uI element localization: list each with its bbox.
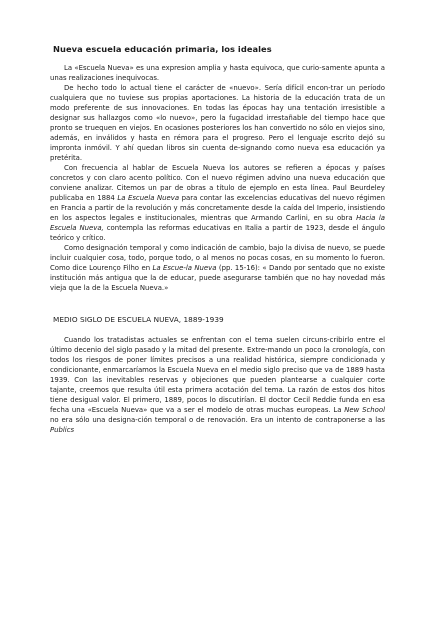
paragraph-intro-1: La «Escuela Nueva» es una expresion amplia y hasta equivoca, que curio-samente apunta a unas realizaciones inequivocas. [50,64,385,82]
paragraph-intro-4 [50,243,385,293]
paragraph-text: contempla las reformas educativas en Italia a partir de 1923, desde el ángulo teórico y crítico. [50,224,385,242]
school-name: Publics [50,426,75,434]
paragraph-intro-3 [50,163,385,243]
book-title: La Escue-la Nueva [152,264,217,272]
paragraph-text: para contar las excelencias educativas del nuevo régimen en Francia a partir de la revolución y más concretamente desde la caída del Imperio, insistiendo en los aspectos legales e institucionales, mientras que Armando Carlini, en su obra [50,194,386,222]
book-title: La Escuela Nueva [117,194,180,202]
paragraph-text: no era sólo una designa-ción temporal o de renovación. Era un intento de contraponerse a las [50,416,385,424]
paragraph-text: (pp. 15-16): « Dando por sentado que no existe institución más antigua que la de educar, puede asegurarse también que no hay novedad más vieja que la de la Escuela Nueva.» [50,264,386,292]
paragraph-section-1 [50,335,385,435]
paragraph-text: Como designación temporal y como indicación de cambio, bajo la divisa de nuevo, se puede incluir cualquier cosa, todo, porque todo, o al menos no pocas cosas, en su momento lo fueron. Como dice Lourenço Filho en [50,244,385,272]
school-name: New School [344,406,385,414]
book-title: Hacia la Escuela Nueva, [50,214,385,232]
paragraph-text: Con frecuencia al hablar de Escuela Nueva los autores se refieren a épocas y países concretos y con claro acento político. Con el nuevo régimen advino una nueva educación que conviene analizar. Citemos un par de obras a título de ejemplo en esta línea. Paul Beurdeley publicaba en 1884 [50,164,385,202]
section-title: MEDIO SIGLO DE ESCUELA NUEVA, 1889-1939 [53,315,224,324]
page-heading: Nueva escuela educación primaria, los ideales [53,44,272,54]
paragraph-intro-2: De hecho todo lo actual tiene el carácter de «nuevo». Sería difícil encon-trar un período cualquiera que no tuviese sus propias aportaciones. La historia de la educación trata de un modo preferente de sus innovaciones. En todas las épocas hay una tentación irresistible a designar sus hallazgos como «lo nuevo», pero la fugacidad irrestañable del tiempo hace que pronto se truequen en viejos. En ocasiones posteriores los han convertido no sólo en viejos sino, además, en inválidos y hasta en rémora para el progreso. Pero el lenguaje escrito dejó su impronta inmóvil. Y ahí quedan libros sin cuenta de-signando como nueva esa educación ya pretérita. [50,84,385,162]
paragraph-text: Cuando los tratadistas actuales se enfrentan con el tema suelen circuns-cribirlo entre el último decenio del siglo pasado y la mitad del presente. Extre-mando un poco la cronología, con todos los riesgos de poner límites precisos a una realidad histórica, siempre condicionada y condicionante, enmarcaríamos la Escuela Nueva en el medio siglo preciso que va de 1889 hasta 1939. Con las inevitables reservas y objeciones que pueden plantearse a cualquier corte tajante, creemos que resulta útil esta primera acotación del tema. La razón de estos dos hitos tiene desigual valor. El primero, 1889, pocos lo discutirían. El doctor Cecil Reddie funda en esa fecha una «Escuela Nueva» que va a ser el modelo de otras muchas europeas. La [50,336,385,414]
